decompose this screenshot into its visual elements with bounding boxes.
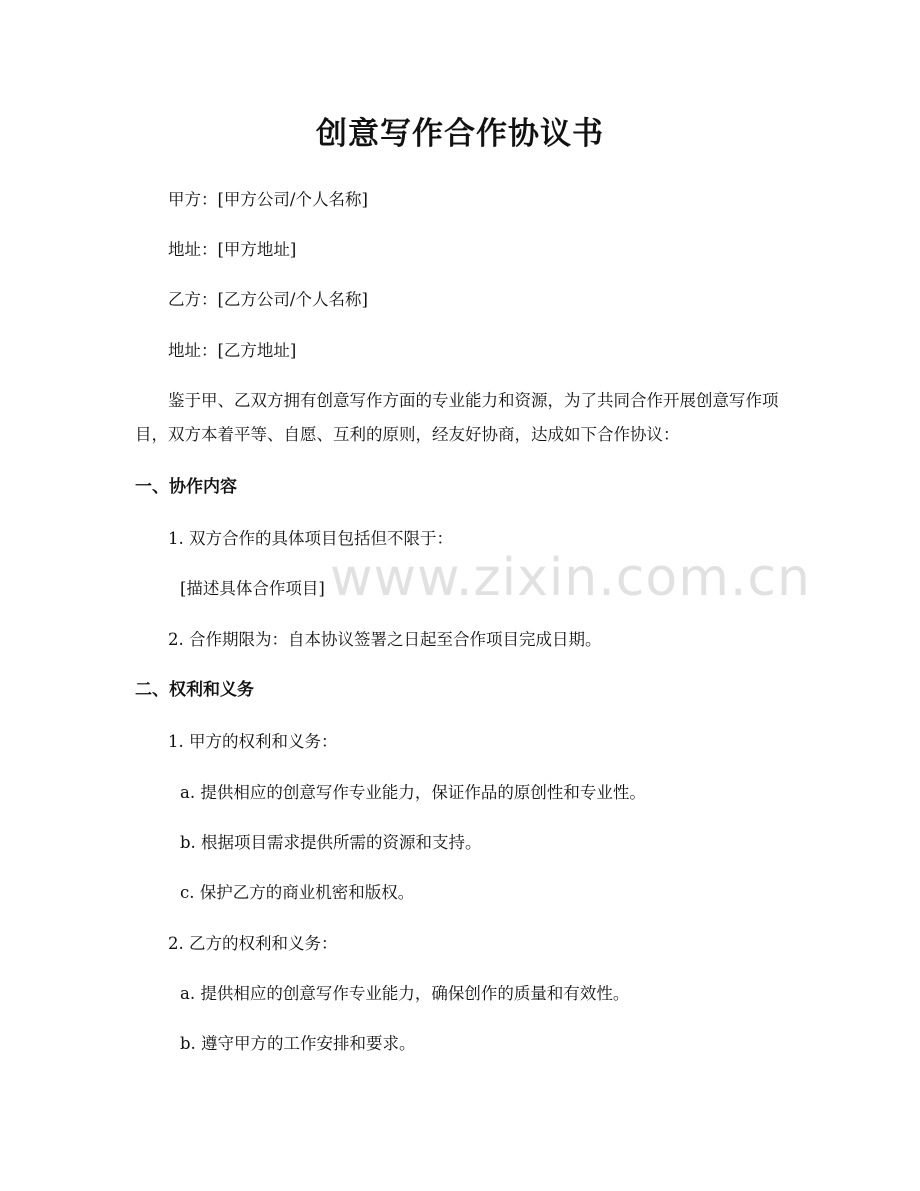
party-b-name: 乙方：[乙方公司/个人名称]	[168, 290, 368, 309]
party-b-address: 地址：[乙方地址]	[168, 341, 297, 360]
document-title: 创意写作合作协议书	[316, 116, 604, 152]
section-2-item-2-a: a. 提供相应的创意写作专业能力，确保创作的质量和有效性。	[180, 984, 630, 1003]
section-2-item-1-a: a. 提供相应的创意写作专业能力，保证作品的原创性和专业性。	[180, 783, 646, 802]
section-2-heading: 二、权利和义务	[135, 680, 254, 700]
section-1-item-2: 2. 合作期限为：自本协议签署之日起至合作项目完成日期。	[168, 630, 602, 649]
section-2-item-1: 1. 甲方的权利和义务：	[168, 732, 338, 751]
preamble-paragraph: 鉴于甲、乙双方拥有创意写作方面的专业能力和资源，为了共同合作开展创意写作项目，双方本着平等、自愿、互利的原则，经友好协商，达成如下合作协议：	[135, 391, 779, 444]
section-2-item-2-b: b. 遵守甲方的工作安排和要求。	[180, 1034, 416, 1053]
watermark: www.zixin.com.cn	[330, 548, 811, 608]
party-a-name: 甲方：[甲方公司/个人名称]	[168, 190, 368, 209]
party-a-address: 地址：[甲方地址]	[168, 240, 297, 259]
section-2-item-1-c: c. 保护乙方的商业机密和版权。	[180, 883, 415, 902]
section-1-heading: 一、协作内容	[135, 477, 237, 497]
section-1-item-1: 1. 双方合作的具体项目包括但不限于：	[168, 529, 453, 548]
section-1-item-1-detail: [描述具体合作项目]	[180, 579, 325, 598]
section-2-item-1-b: b. 根据项目需求提供所需的资源和支持。	[180, 833, 482, 852]
section-2-item-2: 2. 乙方的权利和义务：	[168, 934, 338, 953]
